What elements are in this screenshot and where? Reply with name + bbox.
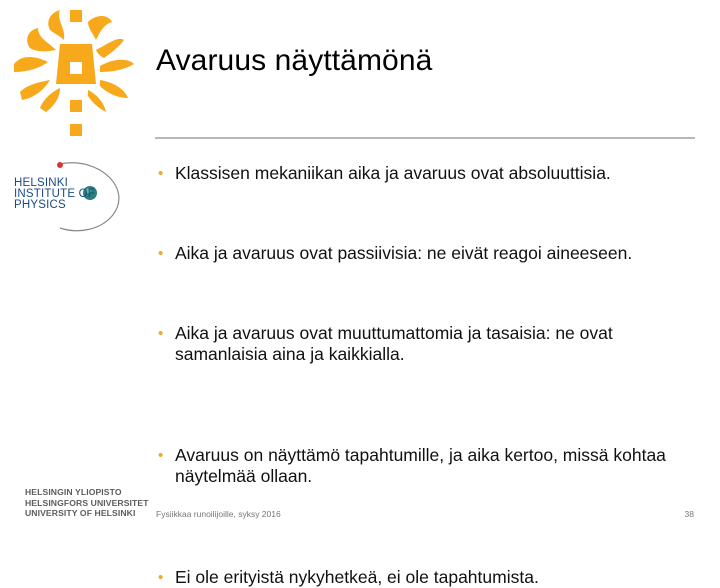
university-line-3: UNIVERSITY OF HELSINKI [25, 508, 136, 518]
slide-title: Avaruus näyttämönä [156, 44, 433, 77]
bullet-text: Ei ole erityistä nykyhetkeä, ei ole tapahtumista. [175, 567, 539, 587]
bullet-dot-icon: • [158, 165, 164, 182]
university-flame-icon [0, 0, 150, 150]
bullet-dot-icon: • [158, 447, 164, 464]
institute-line-3: PHYSICS [14, 199, 66, 211]
bullet-item [158, 243, 703, 264]
university-name [25, 487, 149, 519]
institute-line-1: HELSINKI [14, 177, 69, 189]
bullet-text: Avaruus on näyttämö tapahtumille, ja aika kertoo, missä kohtaa näytelmää ollaan. [175, 445, 666, 486]
bullet-dot-icon: • [158, 245, 164, 262]
university-line-2: HELSINGFORS UNIVERSITET [25, 497, 149, 508]
bullet-text: Klassisen mekaniikan aika ja avaruus ovat absoluuttisia. [175, 163, 611, 183]
bullet-text: Aika ja avaruus ovat passiivisia: ne eivät reagoi aineeseen. [175, 243, 633, 263]
institute-line-2: INSTITUTE OF [14, 188, 95, 200]
footer-text: Fysiikkaa runoilijoille, syksy 2016 [156, 509, 281, 519]
bullet-item [158, 163, 703, 184]
university-line-1: HELSINGIN YLIOPISTO [25, 487, 122, 497]
bullet-item [158, 445, 703, 487]
page-number: 38 [684, 509, 694, 519]
title-divider [155, 137, 695, 139]
bullet-item [158, 323, 703, 365]
bullet-dot-icon: • [158, 325, 164, 342]
bullet-dot-icon: • [158, 569, 164, 586]
bullet-item [158, 567, 703, 588]
institute-logo-text [14, 178, 95, 211]
bullet-text: Aika ja avaruus ovat muuttumattomia ja tasaisia: ne ovat samanlaisia aina ja kaikkialla. [175, 323, 613, 364]
